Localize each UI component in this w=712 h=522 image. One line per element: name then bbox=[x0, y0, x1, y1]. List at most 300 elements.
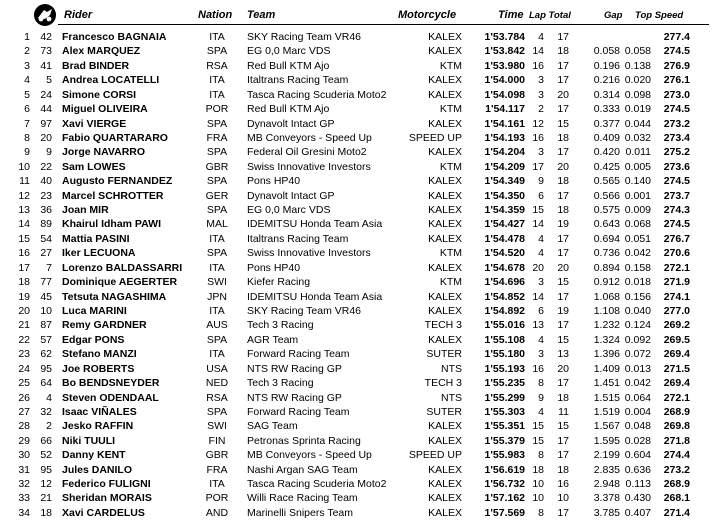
rider-number-cell: 23 bbox=[40, 189, 52, 202]
top-speed-cell: 269.5 bbox=[663, 333, 690, 346]
position-cell: 15 bbox=[18, 232, 30, 245]
lap-cell: 10 bbox=[532, 492, 544, 505]
rider-number-cell: 10 bbox=[40, 304, 52, 317]
lap-time-cell: 1'55.016 bbox=[484, 319, 525, 332]
team-cell: Tech 3 Racing bbox=[247, 319, 314, 332]
total-laps-cell: 17 bbox=[557, 189, 569, 202]
lap-cell: 9 bbox=[538, 391, 544, 404]
position-cell: 34 bbox=[18, 506, 30, 519]
motorcycle-cell: KALEX bbox=[428, 478, 462, 491]
lap-time-cell: 1'54.696 bbox=[484, 276, 525, 289]
rider-number-cell: 62 bbox=[40, 348, 52, 361]
rider-number-cell: 52 bbox=[40, 449, 52, 462]
total-laps-cell: 20 bbox=[557, 362, 569, 375]
gap-previous-cell: 0.636 bbox=[624, 463, 651, 476]
rider-name-cell: Dominique AEGERTER bbox=[62, 276, 178, 289]
team-cell: Tech 3 Racing bbox=[247, 377, 314, 390]
top-speed-cell: 269.2 bbox=[663, 319, 690, 332]
motorcycle-cell: KALEX bbox=[428, 117, 462, 130]
team-cell: Petronas Sprinta Racing bbox=[247, 434, 361, 447]
gap-first-cell: 0.565 bbox=[593, 175, 620, 188]
motorcycle-cell: KALEX bbox=[428, 175, 462, 188]
lap-cell: 14 bbox=[532, 45, 544, 58]
position-cell: 9 bbox=[24, 146, 30, 159]
rider-number-cell: 22 bbox=[40, 160, 52, 173]
nation-cell: ITA bbox=[209, 261, 225, 274]
motorcycle-cell: KALEX bbox=[428, 218, 462, 231]
rider-name-cell: Xavi CARDELUS bbox=[62, 506, 145, 519]
rider-number-cell: 21 bbox=[40, 492, 52, 505]
lap-cell: 14 bbox=[532, 290, 544, 303]
gap-previous-cell: 0.156 bbox=[624, 290, 651, 303]
position-cell: 14 bbox=[18, 218, 30, 231]
lap-time-cell: 1'54.098 bbox=[484, 88, 525, 101]
team-cell: Kiefer Racing bbox=[247, 276, 311, 289]
gap-previous-cell: 0.018 bbox=[624, 276, 651, 289]
gap-previous-cell: 0.064 bbox=[624, 391, 651, 404]
position-cell: 21 bbox=[18, 319, 30, 332]
gap-first-cell: 0.409 bbox=[593, 131, 620, 144]
top-speed-cell: 274.5 bbox=[663, 175, 690, 188]
nation-cell: FIN bbox=[208, 434, 226, 447]
total-laps-cell: 17 bbox=[557, 319, 569, 332]
position-cell: 32 bbox=[18, 478, 30, 491]
lap-cell: 20 bbox=[532, 261, 544, 274]
motorcycle-cell: KTM bbox=[439, 247, 462, 260]
lap-time-cell: 1'53.784 bbox=[484, 31, 525, 43]
gap-previous-cell: 0.430 bbox=[624, 492, 651, 505]
total-laps-cell: 18 bbox=[557, 45, 569, 58]
table-row bbox=[0, 73, 712, 88]
team-cell: MB Conveyors - Speed Up bbox=[247, 449, 372, 462]
top-speed-cell: 273.7 bbox=[663, 189, 690, 202]
nation-cell: USA bbox=[206, 362, 228, 375]
team-cell: Dynavolt Intact GP bbox=[247, 189, 335, 202]
nation-cell: SPA bbox=[206, 45, 228, 58]
lap-cell: 10 bbox=[532, 478, 544, 491]
lap-cell: 15 bbox=[532, 434, 544, 447]
total-laps-cell: 17 bbox=[557, 103, 569, 116]
total-laps-cell: 15 bbox=[557, 333, 569, 346]
rider-name-cell: Federico FULIGNI bbox=[62, 478, 151, 491]
total-laps-cell: 15 bbox=[557, 117, 569, 130]
lap-time-cell: 1'55.983 bbox=[484, 449, 525, 462]
table-row bbox=[0, 145, 712, 160]
lap-time-cell: 1'54.359 bbox=[484, 204, 525, 217]
gap-previous-cell: 0.604 bbox=[624, 449, 651, 462]
lap-time-cell: 1'55.108 bbox=[484, 333, 525, 346]
header-motorcycle: Motorcycle bbox=[398, 9, 457, 21]
table-row bbox=[0, 160, 712, 175]
rider-name-cell: Joe ROBERTS bbox=[62, 362, 135, 375]
team-cell: SAG Team bbox=[247, 420, 298, 433]
position-cell: 30 bbox=[18, 449, 30, 462]
gap-first-cell: 0.566 bbox=[593, 189, 620, 202]
gap-first-cell: 0.377 bbox=[593, 117, 620, 130]
lap-cell: 16 bbox=[532, 362, 544, 375]
motorcycle-cell: SPEED UP bbox=[408, 131, 462, 144]
total-laps-cell: 17 bbox=[557, 31, 569, 43]
table-row bbox=[0, 275, 712, 290]
rider-number-cell: 95 bbox=[40, 463, 52, 476]
rider-name-cell: Edgar PONS bbox=[62, 333, 125, 346]
table-row bbox=[0, 405, 712, 420]
table-row bbox=[0, 102, 712, 117]
team-cell: Marinelli Snipers Team bbox=[247, 506, 354, 519]
nation-cell: RSA bbox=[206, 59, 228, 72]
position-cell: 2 bbox=[24, 45, 30, 58]
lap-cell: 18 bbox=[532, 463, 544, 476]
lap-cell: 14 bbox=[532, 218, 544, 231]
top-speed-cell: 271.9 bbox=[663, 276, 690, 289]
total-laps-cell: 18 bbox=[557, 463, 569, 476]
gap-first-cell: 3.378 bbox=[593, 492, 620, 505]
top-speed-cell: 272.1 bbox=[663, 391, 690, 404]
table-row bbox=[0, 44, 712, 59]
rider-number-cell: 24 bbox=[40, 88, 52, 101]
rider-number-cell: 54 bbox=[40, 232, 52, 245]
gap-first-cell: 0.894 bbox=[593, 261, 620, 274]
top-speed-cell: 269.4 bbox=[663, 377, 690, 390]
top-speed-cell: 268.9 bbox=[663, 405, 690, 418]
motorcycle-cell: KALEX bbox=[428, 290, 462, 303]
rider-name-cell: Sam LOWES bbox=[62, 160, 126, 173]
lap-time-cell: 1'54.520 bbox=[484, 247, 525, 260]
lap-time-cell: 1'54.427 bbox=[484, 218, 525, 231]
lap-cell: 3 bbox=[538, 348, 544, 361]
table-row bbox=[0, 477, 712, 492]
table-row bbox=[0, 174, 712, 189]
total-laps-cell: 18 bbox=[557, 204, 569, 217]
table-row bbox=[0, 318, 712, 333]
top-speed-cell: 273.2 bbox=[663, 463, 690, 476]
nation-cell: ITA bbox=[209, 232, 225, 245]
top-speed-cell: 268.9 bbox=[663, 478, 690, 491]
rider-name-cell: Andrea LOCATELLI bbox=[62, 74, 160, 87]
position-cell: 19 bbox=[18, 290, 30, 303]
lap-time-cell: 1'54.117 bbox=[485, 103, 525, 116]
lap-cell: 8 bbox=[538, 506, 544, 519]
position-cell: 26 bbox=[18, 391, 30, 404]
position-cell: 5 bbox=[24, 88, 30, 101]
motorcycle-cell: KALEX bbox=[428, 492, 462, 505]
team-cell: EG 0,0 Marc VDS bbox=[247, 204, 331, 217]
rider-name-cell: Mattia PASINI bbox=[62, 232, 130, 245]
nation-cell: SWI bbox=[207, 420, 227, 433]
rider-number-cell: 12 bbox=[40, 478, 52, 491]
motorcycle-cell: KALEX bbox=[428, 420, 462, 433]
gap-first-cell: 1.519 bbox=[593, 405, 620, 418]
rider-number-cell: 95 bbox=[40, 362, 52, 375]
nation-cell: JPN bbox=[207, 290, 227, 303]
lap-cell: 12 bbox=[532, 117, 544, 130]
rider-number-cell: 87 bbox=[40, 319, 52, 332]
team-cell: SKY Racing Team VR46 bbox=[247, 31, 362, 43]
gap-first-cell: 0.333 bbox=[593, 103, 620, 116]
header-lap-total: Lap Total bbox=[529, 10, 571, 21]
top-speed-cell: 276.7 bbox=[663, 232, 690, 245]
nation-cell: NED bbox=[205, 377, 229, 390]
table-row bbox=[0, 463, 712, 478]
nation-cell: RSA bbox=[206, 391, 228, 404]
rider-name-cell: Brad BINDER bbox=[62, 59, 130, 72]
position-cell: 27 bbox=[18, 405, 30, 418]
nation-cell: SWI bbox=[207, 276, 227, 289]
table-row bbox=[0, 391, 712, 406]
motorcycle-cell: KALEX bbox=[428, 232, 462, 245]
gap-first-cell: 1.451 bbox=[593, 377, 620, 390]
team-cell: Forward Racing Team bbox=[247, 405, 350, 418]
team-cell: EG 0,0 Marc VDS bbox=[247, 45, 331, 58]
table-row bbox=[0, 362, 712, 377]
gap-first-cell: 2.835 bbox=[593, 463, 620, 476]
total-laps-cell: 11 bbox=[558, 405, 569, 418]
team-cell: IDEMITSU Honda Team Asia bbox=[247, 290, 383, 303]
total-laps-cell: 15 bbox=[557, 420, 569, 433]
gap-first-cell: 0.425 bbox=[593, 160, 620, 173]
gap-previous-cell: 0.042 bbox=[624, 377, 651, 390]
rider-number-cell: 4 bbox=[46, 391, 52, 404]
lap-time-cell: 1'55.351 bbox=[484, 420, 525, 433]
table-row bbox=[0, 347, 712, 362]
position-cell: 20 bbox=[18, 304, 30, 317]
team-cell: Red Bull KTM Ajo bbox=[247, 59, 330, 72]
lap-cell: 4 bbox=[538, 31, 544, 43]
rider-name-cell: Marcel SCHROTTER bbox=[62, 189, 164, 202]
position-cell: 31 bbox=[18, 463, 30, 476]
motorcycle-cell: NTS bbox=[441, 362, 462, 375]
rider-number-cell: 57 bbox=[40, 333, 52, 346]
nation-cell: ITA bbox=[209, 74, 225, 87]
total-laps-cell: 17 bbox=[557, 449, 569, 462]
lap-time-cell: 1'55.299 bbox=[484, 391, 525, 404]
rider-name-cell: Francesco BAGNAIA bbox=[62, 31, 167, 43]
rider-number-cell: 97 bbox=[40, 117, 52, 130]
nation-cell: POR bbox=[205, 103, 229, 116]
total-laps-cell: 17 bbox=[557, 232, 569, 245]
lap-cell: 16 bbox=[532, 59, 544, 72]
table-row bbox=[0, 88, 712, 103]
nation-cell: ITA bbox=[209, 88, 225, 101]
rider-name-cell: Alex MARQUEZ bbox=[62, 45, 141, 58]
total-laps-cell: 13 bbox=[557, 348, 569, 361]
table-row bbox=[0, 246, 712, 261]
motorcycle-cell: TECH 3 bbox=[424, 377, 462, 390]
rider-name-cell: Tetsuta NAGASHIMA bbox=[62, 290, 167, 303]
rider-name-cell: Bo BENDSNEYDER bbox=[62, 377, 160, 390]
rider-number-cell: 45 bbox=[40, 290, 52, 303]
rider-number-cell: 44 bbox=[40, 103, 52, 116]
lap-cell: 15 bbox=[532, 204, 544, 217]
position-cell: 16 bbox=[18, 247, 30, 260]
lap-time-cell: 1'54.209 bbox=[484, 160, 525, 173]
rider-number-cell: 32 bbox=[40, 405, 52, 418]
gap-previous-cell: 0.040 bbox=[624, 304, 651, 317]
nation-cell: FRA bbox=[206, 131, 228, 144]
lap-cell: 13 bbox=[532, 319, 544, 332]
top-speed-cell: 269.8 bbox=[663, 420, 690, 433]
rider-name-cell: Jorge NAVARRO bbox=[62, 146, 146, 159]
top-speed-cell: 274.5 bbox=[663, 45, 690, 58]
gap-previous-cell: 0.158 bbox=[624, 261, 651, 274]
rider-number-cell: 7 bbox=[46, 261, 52, 274]
rider-name-cell: Steven ODENDAAL bbox=[62, 391, 159, 404]
rider-number-cell: 40 bbox=[40, 175, 52, 188]
motorcycle-cell: KALEX bbox=[428, 434, 462, 447]
lap-cell: 8 bbox=[538, 449, 544, 462]
gap-first-cell: 1.515 bbox=[593, 391, 620, 404]
rider-name-cell: Miguel OLIVEIRA bbox=[62, 103, 148, 116]
gap-previous-cell: 0.124 bbox=[624, 319, 651, 332]
motorcycle-cell: KALEX bbox=[428, 31, 462, 43]
gap-first-cell: 0.058 bbox=[593, 45, 620, 58]
header-rider: Rider bbox=[64, 9, 93, 21]
total-laps-cell: 15 bbox=[557, 276, 569, 289]
rider-name-cell: Sheridan MORAIS bbox=[62, 492, 152, 505]
lap-time-cell: 1'54.349 bbox=[484, 175, 525, 188]
header-time: Time bbox=[498, 9, 524, 21]
team-cell: IDEMITSU Honda Team Asia bbox=[247, 218, 383, 231]
lap-time-cell: 1'54.161 bbox=[484, 117, 525, 130]
header-divider bbox=[58, 24, 709, 25]
nation-cell: AUS bbox=[206, 319, 228, 332]
position-cell: 18 bbox=[18, 276, 30, 289]
rider-number-cell: 64 bbox=[40, 377, 52, 390]
lap-cell: 4 bbox=[538, 333, 544, 346]
motorcycle-cell: KALEX bbox=[428, 463, 462, 476]
rider-name-cell: Xavi VIERGE bbox=[62, 117, 127, 130]
position-cell: 13 bbox=[18, 204, 30, 217]
table-row bbox=[0, 491, 712, 506]
lap-cell: 4 bbox=[538, 232, 544, 245]
top-speed-cell: 274.4 bbox=[663, 449, 690, 462]
total-laps-cell: 17 bbox=[557, 290, 569, 303]
gap-previous-cell: 0.042 bbox=[624, 247, 651, 260]
rider-number-cell: 89 bbox=[40, 218, 52, 231]
nation-cell: SPA bbox=[206, 204, 228, 217]
lap-time-cell: 1'57.162 bbox=[484, 492, 525, 505]
rider-number-cell: 42 bbox=[40, 31, 52, 43]
gap-previous-cell: 0.048 bbox=[624, 420, 651, 433]
gap-previous-cell: 0.113 bbox=[625, 478, 651, 491]
lap-cell: 6 bbox=[538, 304, 544, 317]
rider-number-cell: 66 bbox=[40, 434, 52, 447]
lap-time-cell: 1'55.180 bbox=[484, 348, 525, 361]
nation-cell: GBR bbox=[205, 449, 229, 462]
position-cell: 7 bbox=[24, 117, 30, 130]
team-cell: Dynavolt Intact GP bbox=[247, 117, 335, 130]
team-cell: SKY Racing Team VR46 bbox=[247, 304, 362, 317]
team-cell: Italtrans Racing Team bbox=[247, 232, 349, 245]
table-row bbox=[0, 419, 712, 434]
rider-number-cell: 77 bbox=[40, 276, 52, 289]
motorcycle-cell: KALEX bbox=[428, 146, 462, 159]
table-row bbox=[0, 448, 712, 463]
lap-cell: 3 bbox=[538, 146, 544, 159]
gap-first-cell: 0.314 bbox=[593, 88, 620, 101]
top-speed-cell: 273.0 bbox=[663, 88, 690, 101]
gap-previous-cell: 0.092 bbox=[624, 333, 651, 346]
top-speed-cell: 271.4 bbox=[663, 506, 690, 519]
top-speed-cell: 273.4 bbox=[663, 131, 690, 144]
rider-number-cell: 20 bbox=[40, 131, 52, 144]
gap-previous-cell: 0.138 bbox=[624, 59, 651, 72]
lap-cell: 4 bbox=[538, 405, 544, 418]
table-row bbox=[0, 189, 712, 204]
top-speed-cell: 276.9 bbox=[663, 59, 690, 72]
team-cell: AGR Team bbox=[247, 333, 299, 346]
table-row bbox=[0, 376, 712, 391]
gap-previous-cell: 0.011 bbox=[625, 146, 651, 159]
rider-name-cell: Danny KENT bbox=[62, 449, 126, 462]
position-cell: 6 bbox=[24, 103, 30, 116]
gap-previous-cell: 0.140 bbox=[624, 175, 651, 188]
motorcycle-cell: KALEX bbox=[428, 506, 462, 519]
header-top-speed: Top Speed bbox=[635, 10, 684, 21]
total-laps-cell: 17 bbox=[557, 506, 569, 519]
gap-first-cell: 0.694 bbox=[593, 232, 620, 245]
position-cell: 22 bbox=[18, 333, 30, 346]
top-speed-cell: 269.4 bbox=[663, 348, 690, 361]
motorcycle-cell: SUTER bbox=[426, 405, 462, 418]
gap-previous-cell: 0.013 bbox=[624, 362, 651, 375]
gap-previous-cell: 0.004 bbox=[624, 405, 651, 418]
total-laps-cell: 19 bbox=[557, 304, 569, 317]
gap-previous-cell: 0.044 bbox=[624, 117, 651, 130]
motorcycle-cell: NTS bbox=[441, 391, 462, 404]
gap-first-cell: 2.948 bbox=[593, 478, 620, 491]
top-speed-cell: 274.5 bbox=[663, 103, 690, 116]
motorcycle-cell: KALEX bbox=[428, 204, 462, 217]
gap-first-cell: 1.595 bbox=[593, 434, 620, 447]
gap-first-cell: 1.232 bbox=[593, 319, 620, 332]
total-laps-cell: 17 bbox=[557, 59, 569, 72]
lap-time-cell: 1'54.892 bbox=[484, 304, 525, 317]
total-laps-cell: 19 bbox=[557, 218, 569, 231]
gap-previous-cell: 0.051 bbox=[624, 232, 651, 245]
gap-first-cell: 1.396 bbox=[593, 348, 620, 361]
team-cell: Pons HP40 bbox=[247, 261, 301, 274]
nation-cell: SPA bbox=[206, 247, 228, 260]
lap-time-cell: 1'57.569 bbox=[484, 506, 525, 519]
table-row bbox=[0, 30, 712, 45]
total-laps-cell: 20 bbox=[557, 261, 569, 274]
lap-time-cell: 1'54.193 bbox=[484, 131, 525, 144]
team-cell: NTS RW Racing GP bbox=[247, 391, 342, 404]
lap-cell: 9 bbox=[538, 175, 544, 188]
lap-cell: 17 bbox=[532, 160, 544, 173]
motorcycle-cell: KALEX bbox=[428, 304, 462, 317]
gap-first-cell: 1.567 bbox=[593, 420, 620, 433]
total-laps-cell: 18 bbox=[557, 175, 569, 188]
position-cell: 29 bbox=[18, 434, 30, 447]
nation-cell: SPA bbox=[206, 175, 228, 188]
rider-name-cell: Lorenzo BALDASSARRI bbox=[62, 261, 183, 274]
position-cell: 4 bbox=[24, 74, 30, 87]
team-cell: Forward Racing Team bbox=[247, 348, 350, 361]
team-cell: NTS RW Racing GP bbox=[247, 362, 342, 375]
gap-first-cell: 0.643 bbox=[593, 218, 620, 231]
rider-name-cell: Jesko RAFFIN bbox=[62, 420, 134, 433]
gap-first-cell: 0.575 bbox=[593, 204, 620, 217]
gap-previous-cell: 0.028 bbox=[624, 434, 651, 447]
top-speed-cell: 272.1 bbox=[663, 261, 690, 274]
nation-cell: SPA bbox=[206, 146, 228, 159]
table-row bbox=[0, 290, 712, 305]
nation-cell: ITA bbox=[209, 31, 225, 43]
table-row bbox=[0, 232, 712, 247]
position-cell: 33 bbox=[18, 492, 30, 505]
